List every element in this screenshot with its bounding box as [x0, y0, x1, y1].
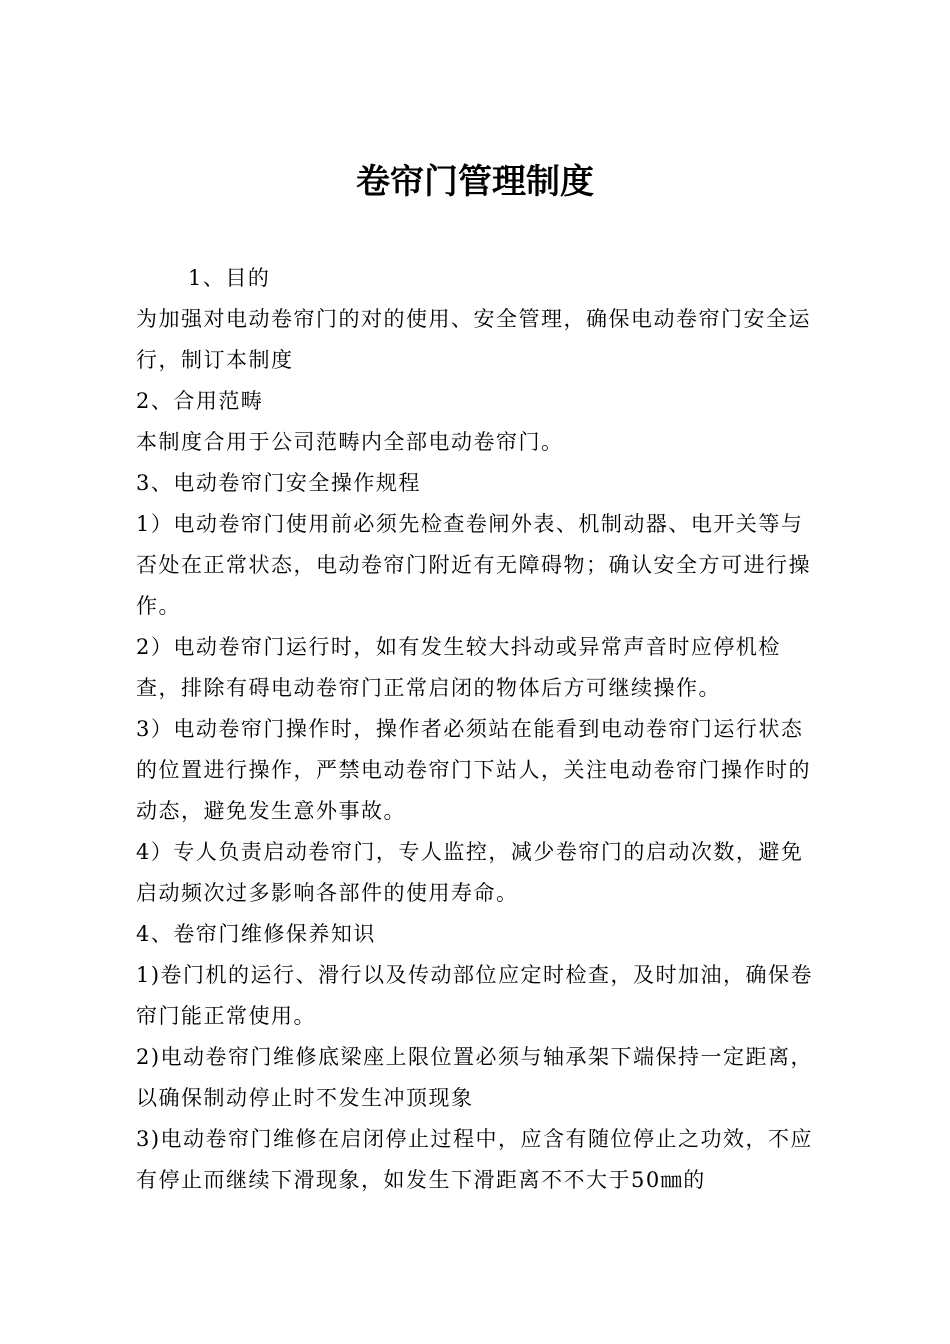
operation-item-2: 2）电动卷帘门运行时，如有发生较大抖动或异常声音时应停机检查，排除有碍电动卷帘门正常启闭的物体后方可继续操作。 — [136, 635, 781, 700]
section-heading-operation: 3、电动卷帘门安全操作规程 — [136, 471, 421, 495]
operation-item-3: 3）电动卷帘门操作时，操作者必须站在能看到电动卷帘门运行状态的位置进行操作，严禁电动卷帘门下站人，关注电动卷帘门操作时的动态，避免发生意外事故。 — [136, 717, 811, 823]
operation-item-1: 1）电动卷帘门使用前必须先检查卷闸外表、机制动器、电开关等与否处在正常状态，电动卷帘门附近有无障碍物；确认安全方可进行操作。 — [136, 512, 811, 618]
section-heading-maintenance: 4、卷帘门维修保养知识 — [136, 922, 376, 946]
maintenance-item-3: 3)电动卷帘门维修在启闭停止过程中，应含有随位停止之功效，不应有停止而继续下滑现象，如发生下滑距离不不大于50㎜的 — [136, 1127, 814, 1192]
operation-item-4: 4）专人负责启动卷帘门，专人监控，减少卷帘门的启动次数，避免启动频次过多影响各部件的使用寿命。 — [136, 840, 804, 905]
section-heading-purpose: 1、目的 — [188, 266, 271, 290]
section-heading-scope: 2、合用范畴 — [136, 389, 264, 413]
paragraph-purpose: 为加强对电动卷帘门的对的使用、安全管理，确保电动卷帘门安全运行，制订本制度 — [136, 307, 811, 372]
document-title: 卷帘门管理制度 — [356, 162, 594, 202]
maintenance-item-1: 1)卷门机的运行、滑行以及传动部位应定时检查，及时加油，确保卷帘门能正常使用。 — [136, 963, 814, 1028]
document-body — [136, 258, 816, 1201]
maintenance-item-2: 2)电动卷帘门维修底梁座上限位置必须与轴承架下端保持一定距离，以确保制动停止时不发生冲顶现象 — [136, 1045, 814, 1110]
paragraph-scope: 本制度合用于公司范畴内全部电动卷帘门。 — [136, 430, 564, 454]
